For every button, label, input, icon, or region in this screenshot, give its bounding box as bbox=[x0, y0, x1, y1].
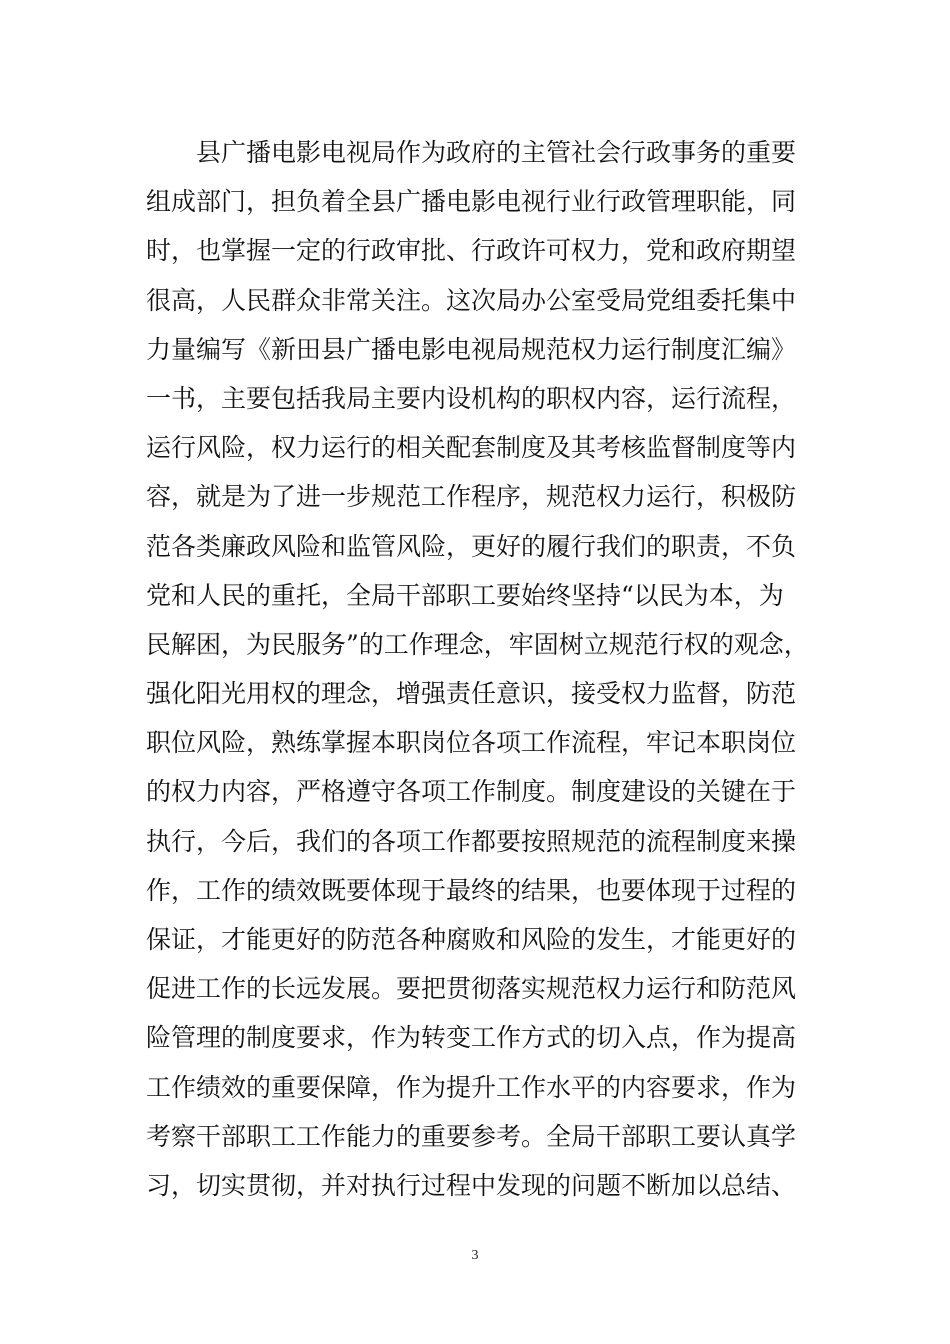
text-line: 考察干部职工工作能力的重要参考。全局干部职工要认真学 bbox=[146, 1121, 797, 1151]
text-line: 范各类廉政风险和监管风险，更好的履行我们的职责，不负 bbox=[146, 531, 797, 561]
text-line: 促进工作的长远发展。要把贯彻落实规范权力运行和防范风 bbox=[146, 974, 797, 1004]
text-line: 一书，主要包括我局主要内设机构的职权内容，运行流程， bbox=[146, 383, 797, 413]
text-line: 保证，才能更好的防范各种腐败和风险的发生，才能更好的 bbox=[146, 925, 797, 954]
text-line: 职位风险，熟练掌握本职岗位各项工作流程，牢记本职岗位 bbox=[146, 728, 797, 758]
text-line: 民解困，为民服务”的工作理念，牢固树立规范行权的观念， bbox=[146, 629, 809, 659]
text-line: 时，也掌握一定的行政审批、行政许可权力，党和政府期望 bbox=[146, 236, 797, 266]
text-line: 习，切实贯彻，并对执行过程中发现的问题不断加以总结、 bbox=[146, 1170, 797, 1200]
text-line: 作，工作的绩效既要体现于最终的结果，也要体现于过程的 bbox=[146, 875, 797, 905]
page-number: 3 bbox=[471, 1248, 479, 1263]
text-line: 组成部门，担负着全县广播电影电视行业行政管理职能，同 bbox=[146, 187, 797, 217]
text-line: 容，就是为了进一步规范工作程序，规范权力运行，积极防 bbox=[146, 482, 797, 512]
text-line: 运行风险，权力运行的相关配套制度及其考核监督制度等内 bbox=[146, 433, 797, 463]
text-line: 强化阳光用权的理念，增强责任意识，接受权力监督，防范 bbox=[146, 679, 797, 709]
text-line: 力量编写《新田县广播电影电视局规范权力运行制度汇编》 bbox=[146, 334, 797, 364]
text-line: 县广播电影电视局作为政府的主管社会行政事务的重要 bbox=[196, 138, 797, 167]
body-paragraph bbox=[146, 128, 826, 1210]
text-line: 工作绩效的重要保障，作为提升工作水平的内容要求，作为 bbox=[146, 1072, 797, 1102]
text-line: 执行，今后，我们的各项工作都要按照规范的流程制度来操 bbox=[146, 826, 797, 856]
text-line: 的权力内容，严格遵守各项工作制度。制度建设的关键在于 bbox=[146, 777, 797, 807]
text-line: 很高，人民群众非常关注。这次局办公室受局党组委托集中 bbox=[146, 285, 797, 315]
text-line: 险管理的制度要求，作为转变工作方式的切入点，作为提高 bbox=[146, 1023, 797, 1053]
text-line: 党和人民的重托，全局干部职工要始终坚持“以民为本，为 bbox=[146, 580, 784, 610]
